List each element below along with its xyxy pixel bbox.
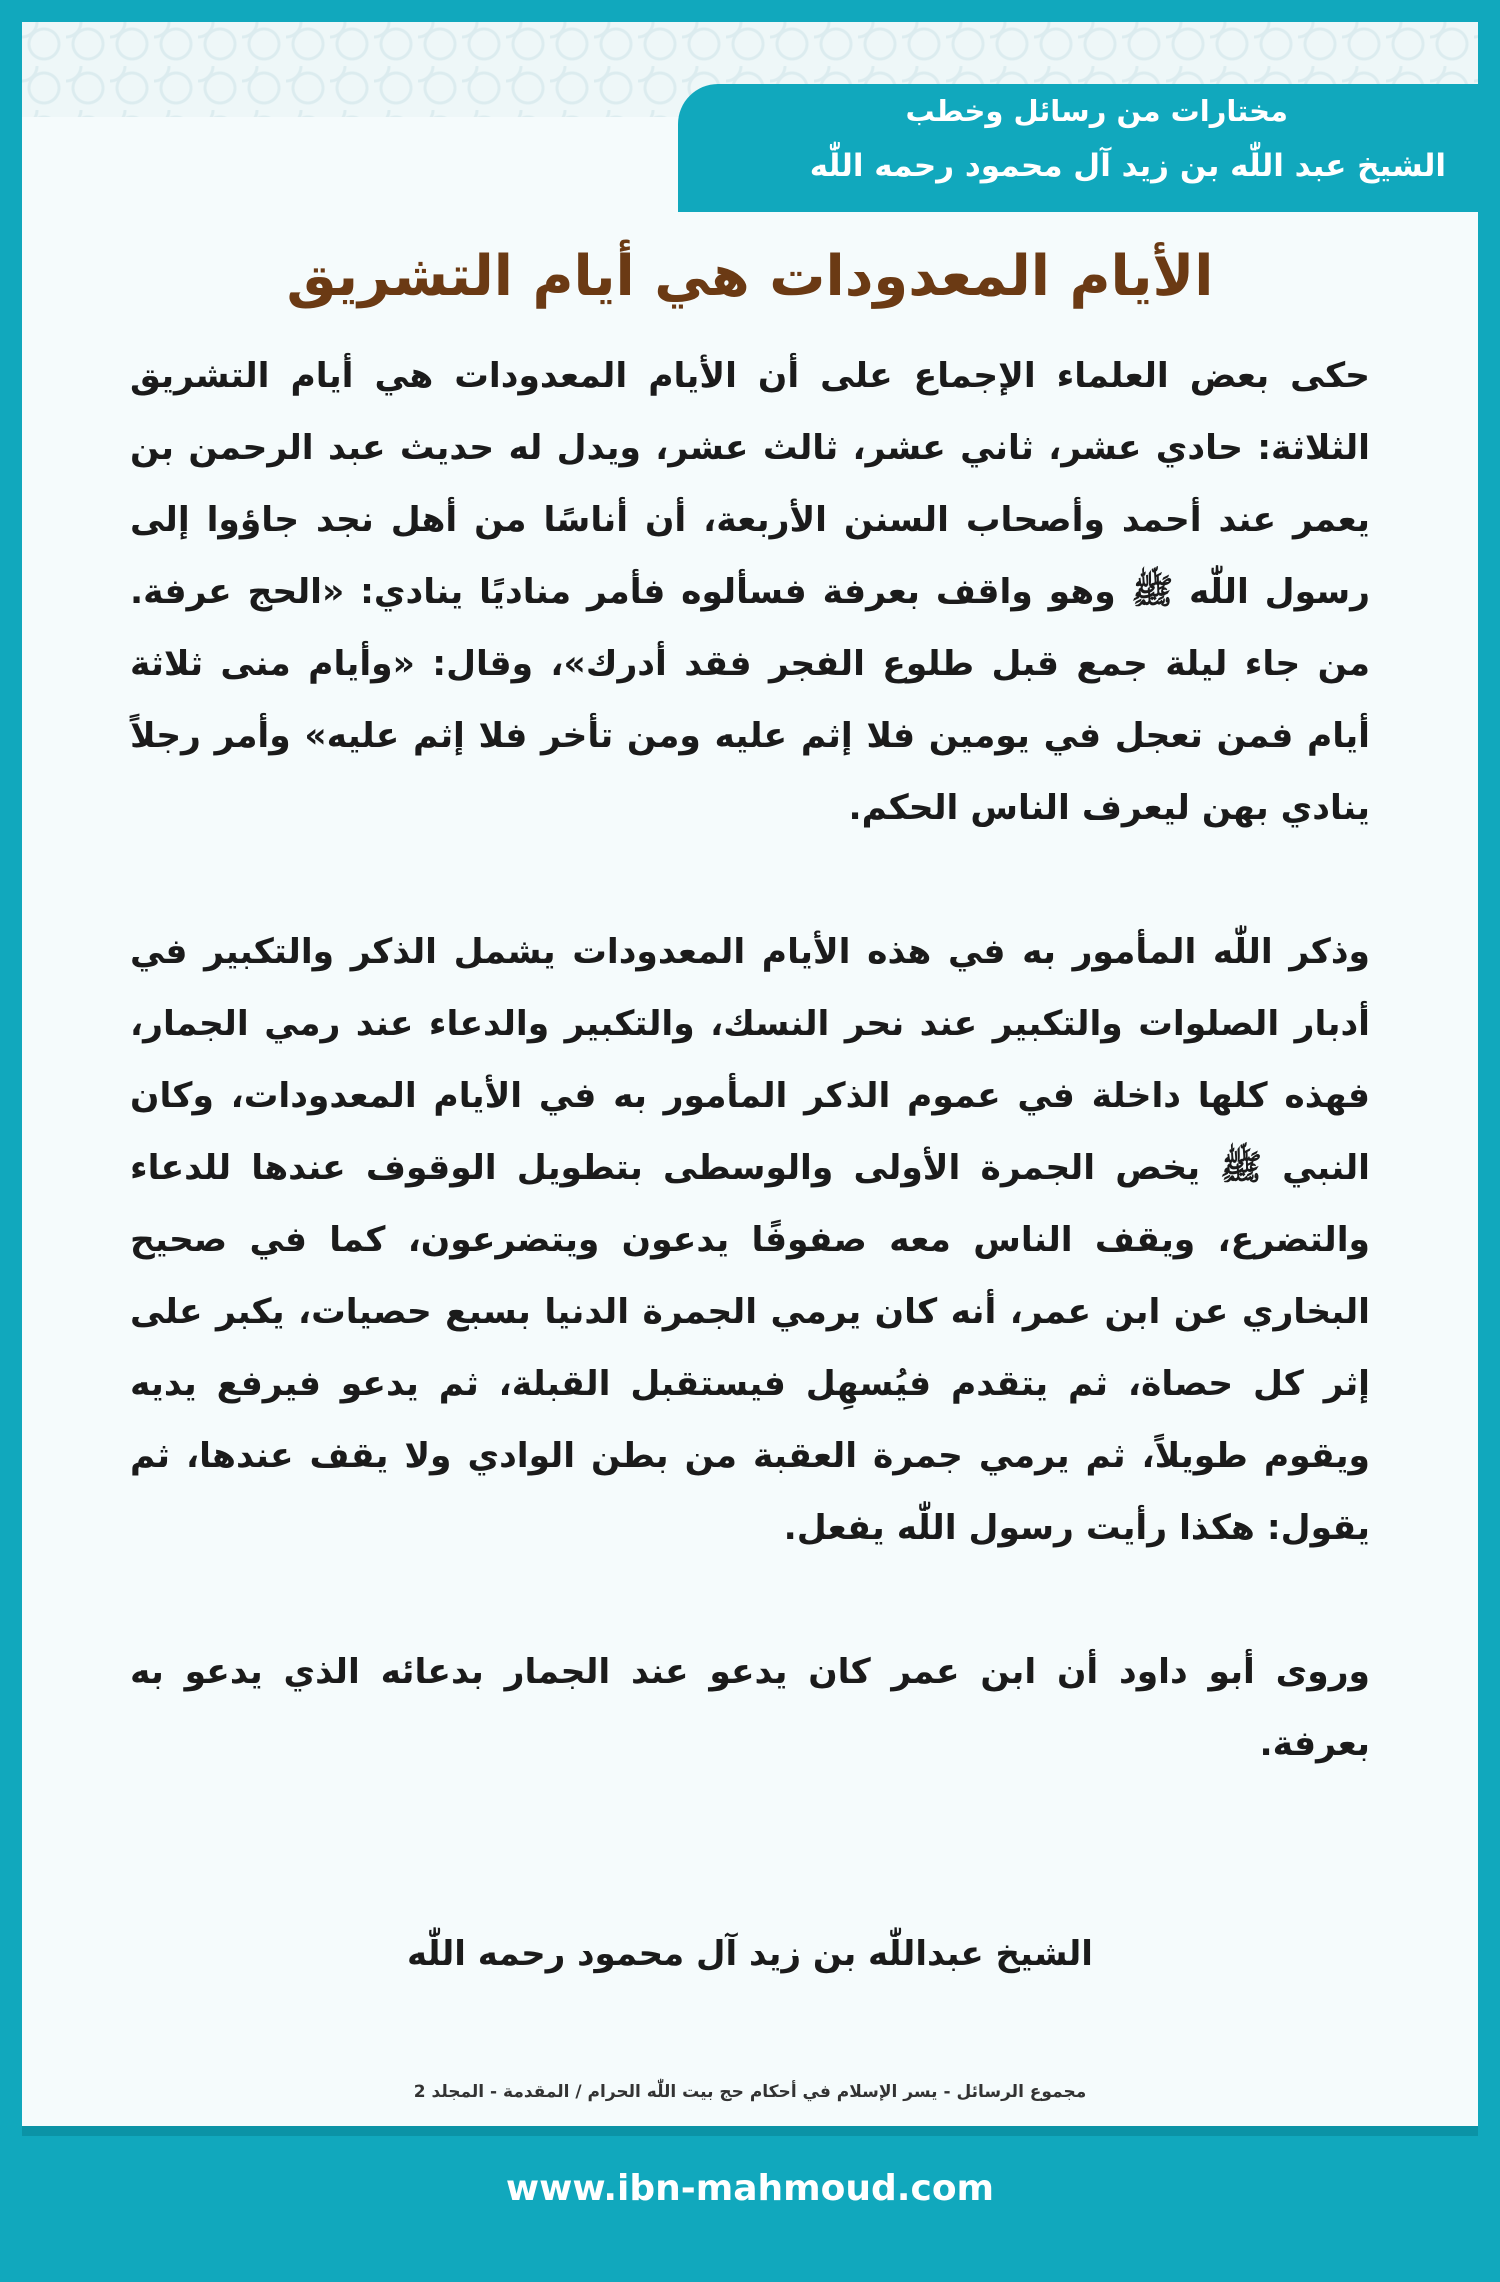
- content-card: [22, 22, 1478, 2126]
- header-series-title: مختارات من رسائل وخطب: [905, 94, 1288, 128]
- source-citation: مجموع الرسائل - يسر الإسلام في أحكام حج بيت اللّٰه الحرام / المقدمة - المجلد 2: [413, 2082, 1087, 2102]
- article-body: [130, 340, 1370, 1780]
- header-author-name: الشيخ عبد اللّٰه بن زيد آل محمود رحمه اللّٰه: [809, 148, 1446, 184]
- author-signature: الشيخ عبداللّٰه بن زيد آل محمود رحمه اللّٰه: [407, 1934, 1093, 1974]
- paragraph: وذكر اللّٰه المأمور به في هذه الأيام المعدودات يشمل الذكر والتكبير في أدبار الصلوات والتكبير عند نحر النسك، والتكبير والدعاء عند رمي الجمار، فهذه كلها داخلة في عموم الذكر المأمور به في الأيام المعدودات، وكان النبي ﷺ يخص الجمرة الأولى والوسطى بتطويل الوقوف عندها للدعاء والتضرع، ويقف الناس معه صفوفًا يدعون ويتضرعون، كما في صحيح البخاري عن ابن عمر، أنه كان يرمي الجمرة الدنيا بسبع حصيات، يكبر على إثر كل حصاة، ثم يتقدم فيُسهِل فيستقبل القبلة، ثم يدعو فيرفع يديه ويقوم طويلاً، ثم يرمي جمرة العقبة من بطن الوادي ولا يقف عندها، ثم يقول: هكذا رأيت رسول اللّٰه يفعل.: [130, 932, 1370, 1548]
- paragraph: وروى أبو داود أن ابن عمر كان يدعو عند الجمار بدعائه الذي يدعو به بعرفة.: [130, 1652, 1370, 1764]
- website-link[interactable]: www.ibn-mahmoud.com: [505, 2168, 995, 2209]
- paragraph: حكى بعض العلماء الإجماع على أن الأيام المعدودات هي أيام التشريق الثلاثة: حادي عشر، ثاني عشر، ثالث عشر، ويدل له حديث عبد الرحمن بن يعمر عند أحمد وأصحاب السنن الأربعة، أن أناسًا من أهل نجد جاؤوا إلى رسول اللّٰه ﷺ وهو واقف بعرفة فسألوه فأمر مناديًا ينادي: «الحج عرفة. من جاء ليلة جمع قبل طلوع الفجر فقد أدرك»، وقال: «وأيام منى ثلاثة أيام فمن تعجل في يومين فلا إثم عليه ومن تأخر فلا إثم عليه» وأمر رجلاً ينادي بهن ليعرف الناس الحكم.: [130, 356, 1370, 828]
- article-title: الأيام المعدودات هي أيام التشريق: [286, 244, 1214, 309]
- bottom-divider: [22, 2126, 1478, 2136]
